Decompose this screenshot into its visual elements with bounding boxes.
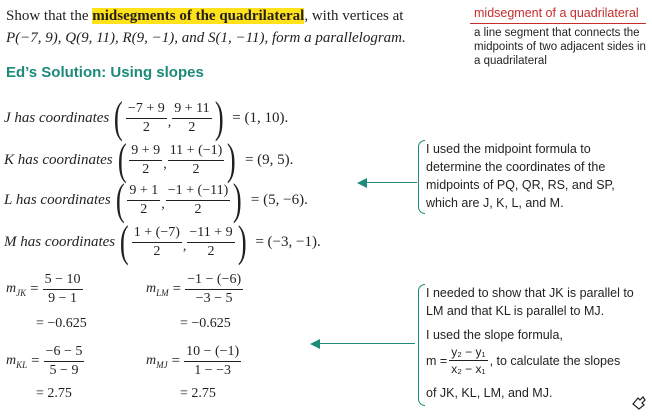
slope-mj-result: = 2.75 (180, 386, 216, 401)
problem-intro: Show that the (6, 8, 93, 24)
denominator: 2 (207, 243, 215, 259)
glossary-term: midsegment of a quadrilateral (474, 6, 639, 20)
denominator: 2 (142, 161, 150, 177)
denominator: 2 (153, 243, 161, 259)
fraction (127, 183, 160, 218)
left-paren: ( (117, 135, 127, 184)
numerator: −7 + 9 (126, 101, 167, 119)
slope-var: $m_{KL}$ (6, 353, 28, 370)
left-paren: ( (115, 175, 125, 224)
midpoint-result: = (9, 5). (244, 151, 294, 168)
problem-after: , with vertices at (304, 8, 404, 24)
slope-var: $m_{JK}$ (6, 281, 27, 298)
note-bracket (418, 284, 425, 406)
glossary-rule (470, 23, 646, 24)
arrow-left-icon (357, 177, 417, 189)
midpoint-label: K has coordinates (4, 151, 113, 168)
hand-pointer-icon[interactable] (628, 392, 648, 412)
right-paren: ) (227, 135, 237, 184)
slope-kl: $m_{KL}$ = $\frac{-6 - 5}{5 - 9}$ (6, 344, 83, 378)
denominator: 2 (140, 201, 148, 217)
numerator: 5 − 10 (43, 272, 83, 290)
midpoint-label: L has coordinates (4, 191, 111, 208)
slope-jk-result: = −0.625 (36, 316, 87, 331)
numerator: 9 + 1 (127, 183, 160, 201)
note-midpoint: I used the midpoint formula to determine the coordinates of the midpoints of PQ, QR, RS, and SP, which are J, K, L, and M. (426, 142, 615, 210)
arrow-left-icon (310, 338, 415, 350)
fraction (132, 225, 182, 260)
note-slope-intro: I used the slope formula, (426, 328, 563, 342)
denominator: 5 − 9 (49, 363, 79, 378)
denominator: 2 (194, 201, 202, 217)
slope-lm: $m_{LM}$ = $\frac{-1 - (-6)}{-3 - 5}$ (146, 272, 242, 306)
glossary-definition: a line segment that connects the midpoints of two adjacent sides in a quadrilateral (474, 27, 646, 67)
fraction (43, 272, 83, 307)
slope-m: m = (426, 353, 448, 368)
slope-formula (426, 345, 620, 376)
numerator: −1 − (−6) (185, 272, 243, 290)
midpoint-row-k: K has coordinates ( $\frac{9 + 9}{2}$ , $\frac{11 + (-1)}{2}$ ) = (9, 5). (4, 135, 294, 184)
midpoint-result: = (−3, −1). (255, 233, 321, 250)
highlighted-term: midsegments of the quadrilateral (92, 8, 305, 24)
right-paren: ) (214, 93, 224, 142)
denominator: 2 (192, 161, 200, 177)
fraction (185, 272, 243, 307)
slope-lm-result: = −0.625 (180, 316, 231, 331)
numerator: 9 + 11 (172, 101, 211, 119)
midpoint-row-j: J has coordinates ( $\frac{-7 + 9}{2}$ , $\frac{9 + 11}{2}$ ) = (1, 10). (4, 93, 289, 142)
numerator: −11 + 9 (187, 225, 234, 243)
fraction (172, 101, 211, 136)
fraction (184, 344, 241, 379)
slope-var: $m_{LM}$ (146, 281, 169, 298)
fraction (166, 183, 231, 218)
slope-var: $m_{MJ}$ (146, 353, 168, 370)
midpoint-result: = (5, −6). (250, 191, 308, 208)
denominator: 9 − 1 (48, 291, 77, 306)
slope-tail: , to calculate the slopes (489, 353, 621, 368)
left-paren: ( (114, 93, 123, 142)
denominator: 2 (188, 119, 196, 135)
denominator: 1 − −3 (194, 363, 232, 378)
slope-mj: $m_{MJ}$ = $\frac{10 - (-1)}{1 - -3}$ (146, 344, 240, 378)
note-parallel: I needed to show that JK is parallel to LM and that KL is parallel to MJ. (426, 286, 634, 318)
denominator: −3 − 5 (195, 291, 233, 306)
left-paren: ( (120, 217, 129, 266)
midpoint-label: M has coordinates (4, 233, 116, 250)
numerator: y₂ − y₁ (451, 345, 486, 359)
problem-line-1 (6, 6, 403, 26)
midpoint-result: = (1, 10). (232, 109, 289, 126)
numerator: 1 + (−7) (132, 225, 182, 243)
numerator: −1 + (−11) (166, 183, 231, 201)
fraction (44, 344, 85, 379)
slope-jk: $m_{JK}$ = $\frac{5 - 10}{9 - 1}$ (6, 272, 81, 306)
denominator: 2 (142, 119, 150, 135)
numerator: 9 + 9 (129, 143, 162, 161)
solution-title: Ed’s Solution: Using slopes (6, 64, 204, 81)
slope-kl-result: = 2.75 (36, 386, 72, 401)
fraction (449, 345, 487, 376)
fraction (126, 101, 167, 136)
right-paren: ) (233, 175, 242, 224)
numerator: 10 − (−1) (184, 344, 241, 362)
note-slope-end: of JK, KL, LM, and MJ. (426, 386, 553, 400)
midpoint-label: J has coordinates (4, 109, 110, 126)
problem-vertices: P(−7, 9), Q(9, 11), R(9, −1), and S(1, −11), form a parallelogram. (6, 30, 406, 46)
fraction (168, 143, 225, 178)
midpoint-row-m: M has coordinates ( $\frac{1 + (-7)}{2}$ , $\frac{-11 + 9}{2}$ ) = (−3, −1). (4, 217, 321, 266)
note-bracket (418, 140, 425, 214)
numerator: 11 + (−1) (168, 143, 225, 161)
right-paren: ) (237, 217, 247, 266)
denominator: x₂ − x₁ (451, 362, 486, 376)
fraction (129, 143, 162, 178)
fraction (187, 225, 234, 260)
numerator: −6 − 5 (44, 344, 85, 362)
midpoint-row-l: L has coordinates ( $\frac{9 + 1}{2}$ , $\frac{-1 + (-11)}{2}$ ) = (5, −6). (4, 175, 308, 224)
